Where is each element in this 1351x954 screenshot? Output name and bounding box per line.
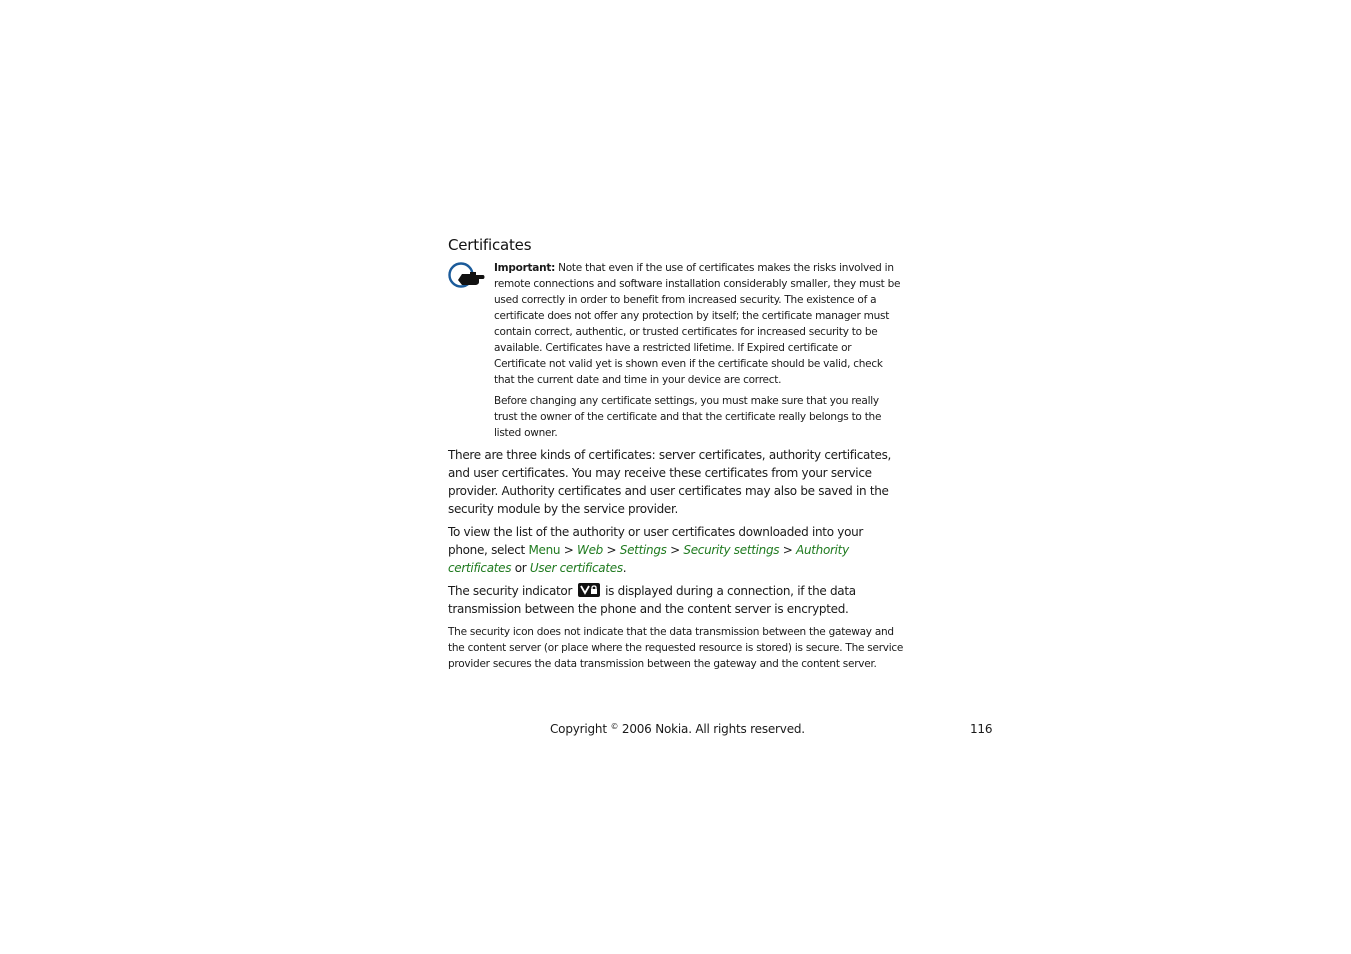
security-lock-icon [578, 583, 600, 597]
path-separator: > [602, 543, 620, 557]
security-indicator-paragraph [448, 582, 904, 618]
indicator-before: The security indicator [448, 584, 576, 598]
important-body: Note that even if the use of certificates makes the risks involved in remote connections and software installation considerably smaller, they must be used correctly in order to benefit from increased security. The existence of a certificate does not offer any protection by itself; the certificate manager must contain correct, authentic, or trusted certificates for increased security to be available. Certificates have a restricted lifetime. If Expired certificate or Certificate not valid yet is shown even if the certificate should be valid, check that the current date and time in your device are correct. [494, 262, 901, 386]
path-separator: > [666, 543, 684, 557]
menu-item-user-certificates: User certificates [529, 561, 623, 575]
menu-item-security-settings: Security settings [683, 543, 780, 557]
path-separator: > [560, 543, 577, 557]
path-or: or [511, 561, 530, 575]
page-content [448, 236, 904, 672]
view-certificates-paragraph [448, 523, 904, 577]
path-separator: > [779, 543, 797, 557]
copyright-post: 2006 Nokia. All rights reserved. [618, 722, 805, 736]
menu-item-settings: Settings [619, 543, 667, 557]
certificate-kinds-paragraph: There are three kinds of certificates: server certificates, authority certificates, and user certificates. You may receive these certificates from your service provider. Authority certificates and user certificates may also be saved in the security module by the service provider. [448, 448, 892, 516]
indicator-after: is displayed during a connection, if the data transmission between the phone and the content server is encrypted. [448, 584, 856, 616]
important-note-text-2: Before changing any certificate settings, you must make sure that you really trust the owner of the certificate and that the certificate really belongs to the listed owner. [494, 395, 882, 439]
copyright-pre: Copyright [550, 722, 611, 736]
hand-pointing-icon [448, 261, 486, 291]
sentence-end: . [622, 561, 627, 575]
copyright-notice [550, 722, 805, 736]
menu-key: Menu [528, 543, 561, 557]
important-label: Important: [494, 262, 556, 274]
copyright-symbol: © [610, 722, 619, 731]
section-title: Certificates [448, 236, 532, 254]
important-note-text [494, 260, 904, 388]
important-note [448, 260, 904, 441]
menu-item-authority-certificates: Authority certificates [448, 543, 849, 575]
menu-item-web: Web [577, 543, 603, 557]
view-intro: To view the list of the authority or user certificates downloaded into your phone, select [448, 525, 864, 557]
page-number: 116 [970, 722, 993, 736]
security-icon-note: The security icon does not indicate that the data transmission between the gateway and the content server (or place where the requested resource is stored) is secure. The service provider secures the data transmission between the gateway and the content server. [448, 626, 904, 670]
